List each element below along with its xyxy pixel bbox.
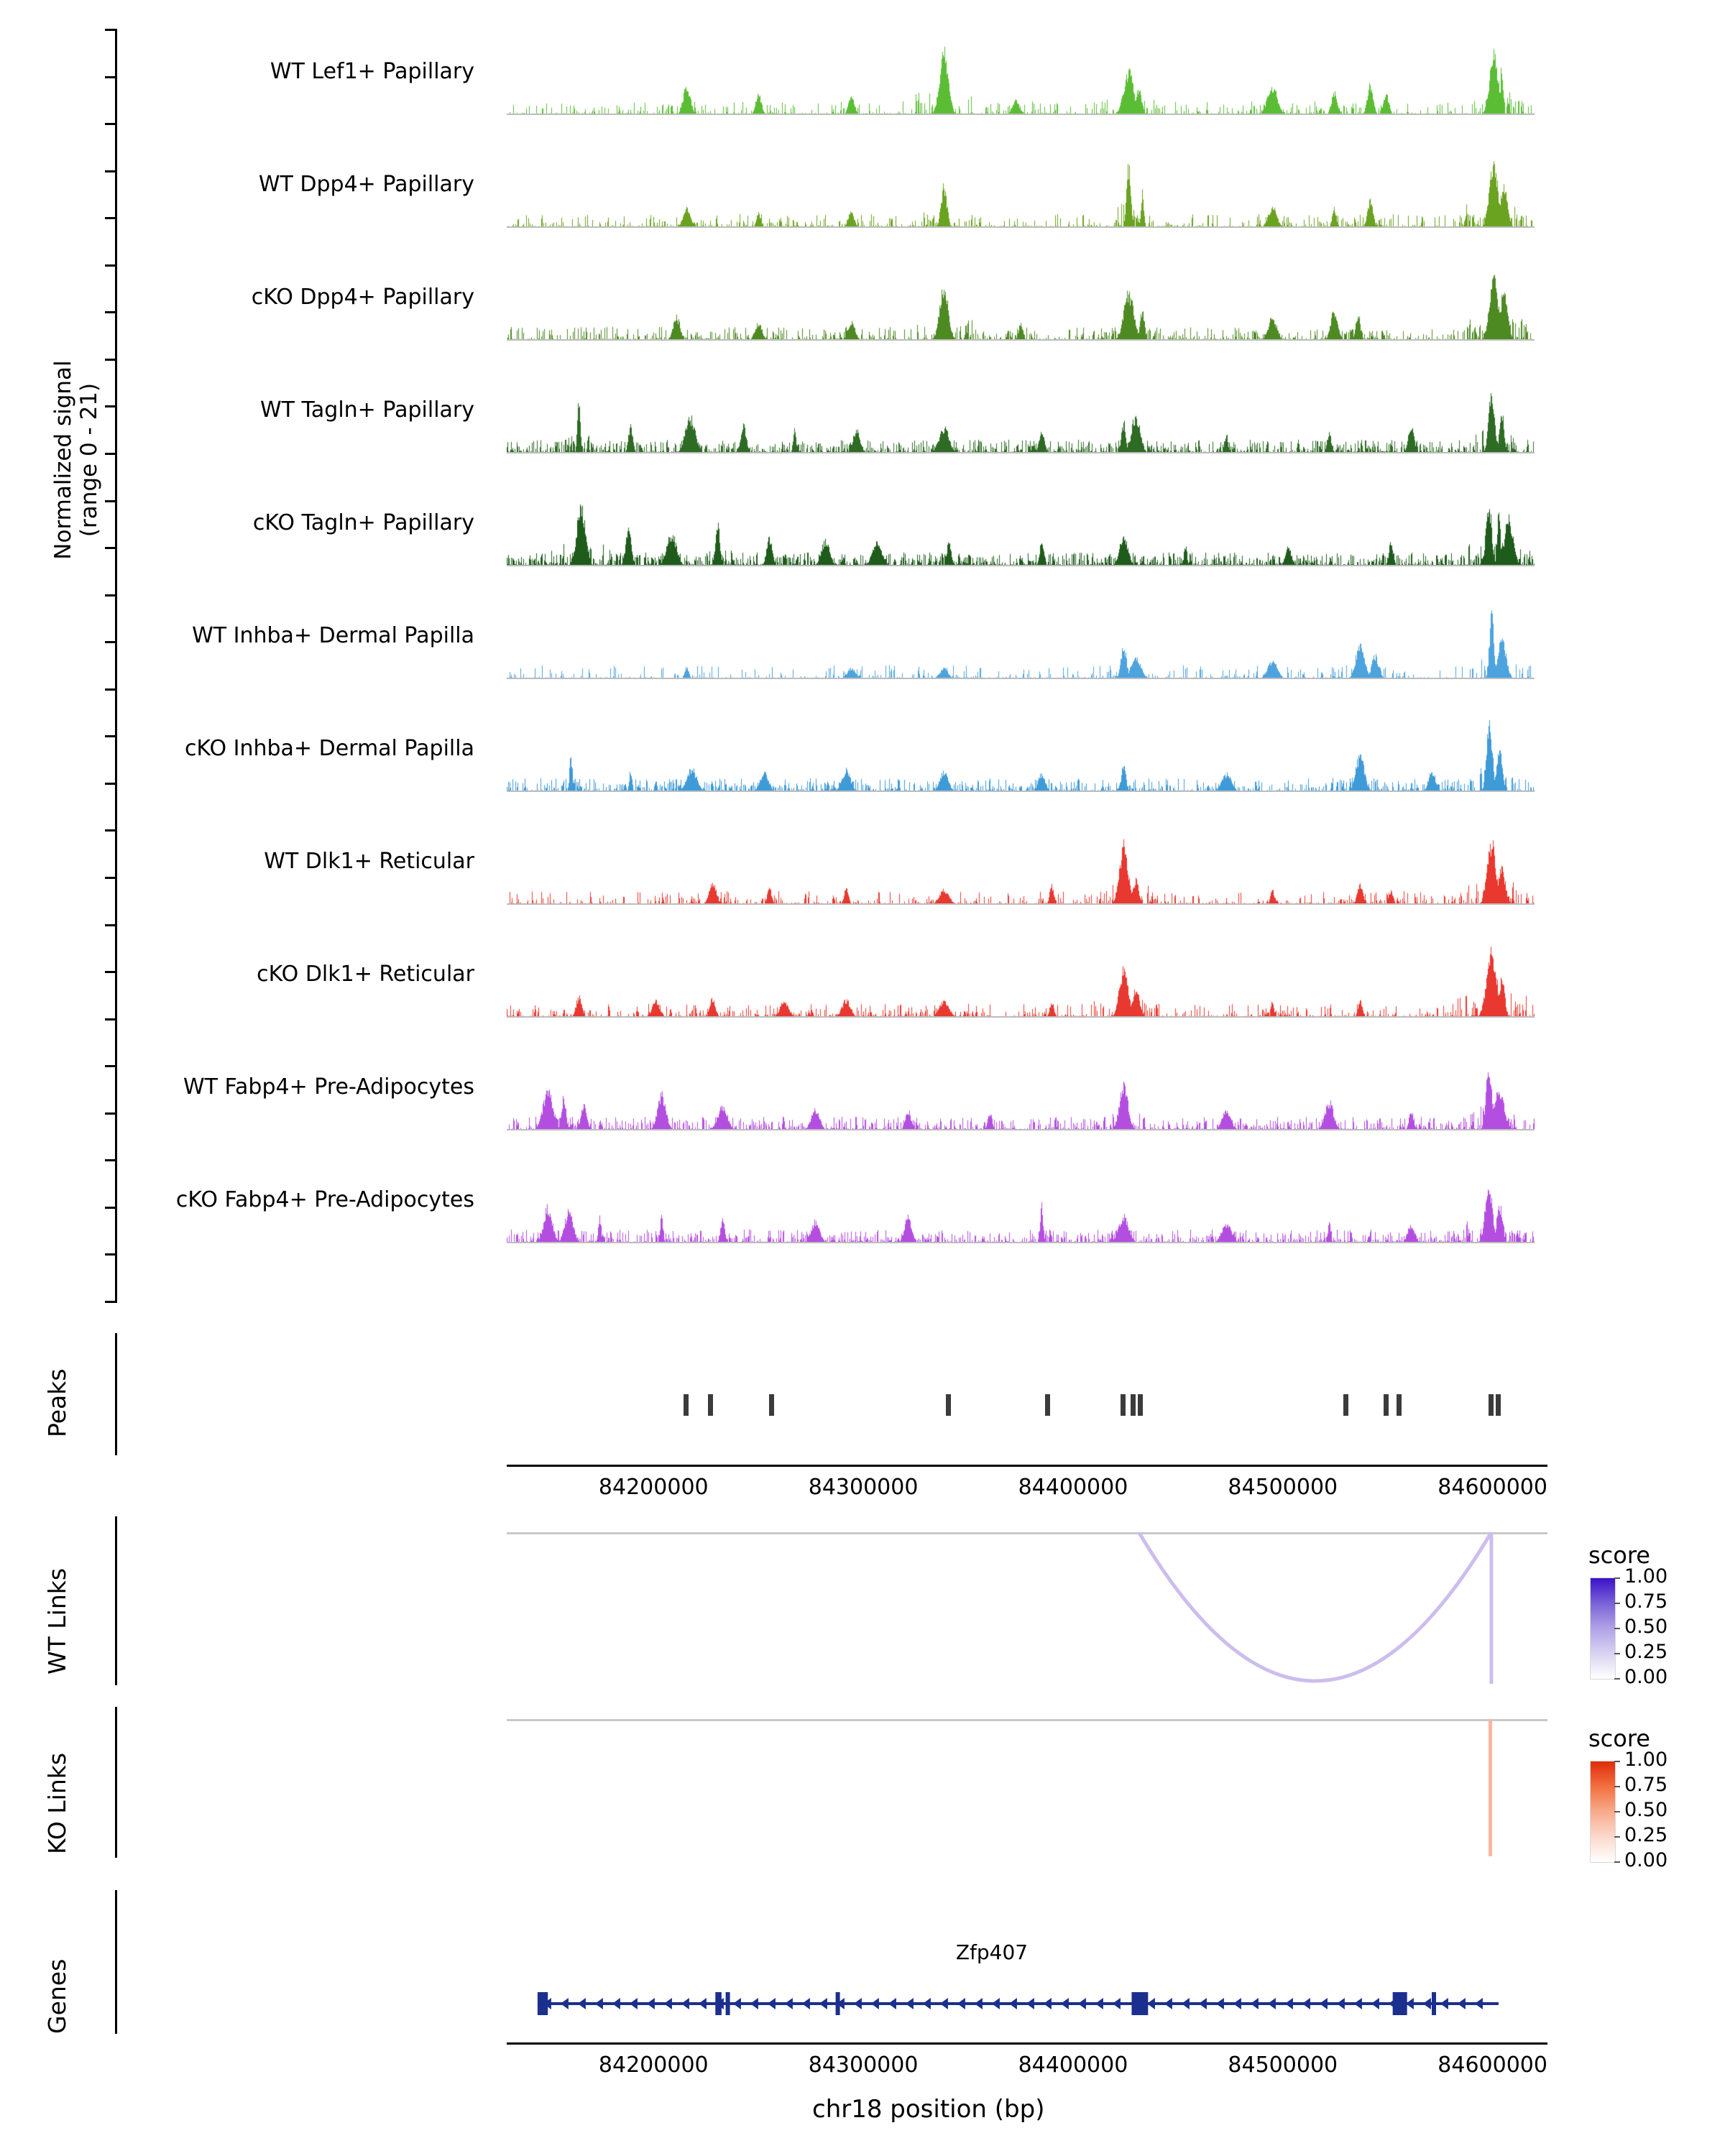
link-arc [1138, 1532, 1491, 1681]
gene-exon [836, 1992, 840, 2015]
peak-mark [1131, 1394, 1136, 1416]
gene-exon [726, 1992, 730, 2015]
x-axis-tick-label: 84400000 [1018, 2053, 1128, 2078]
track-label: cKO Tagln+ Papillary [252, 510, 474, 535]
gene-strand-arrow [1113, 1998, 1121, 2009]
gene-strand-arrow [1423, 1998, 1431, 2009]
peak-mark [946, 1394, 951, 1416]
panel-label-ko-links: KO Links [43, 1752, 71, 1854]
x-axis-title: chr18 position (bp) [812, 2095, 1045, 2124]
track-label: WT Inhba+ Dermal Papilla [192, 623, 474, 648]
track-label: cKO Dpp4+ Papillary [251, 285, 474, 310]
gene-strand-arrow [1078, 1998, 1086, 2009]
legend-label: 0.75 [1624, 1590, 1668, 1613]
track-label: WT Lef1+ Papillary [270, 59, 474, 84]
gene-strand-arrow [1302, 1998, 1310, 2009]
gene-strand-arrow [1147, 1998, 1155, 2009]
ko-links-arcs [507, 1719, 1547, 1859]
wt-links-arcs [507, 1532, 1547, 1687]
wt-legend-title: score [1588, 1542, 1650, 1569]
gene-strand-arrow [975, 1998, 983, 2009]
track-plot [507, 494, 1535, 566]
legend-label: 0.00 [1624, 1849, 1668, 1871]
x-axis-line-bottom [507, 2042, 1547, 2045]
peak-mark [684, 1394, 689, 1416]
track-plot [507, 43, 1535, 115]
ko-links-axis-spine [115, 1707, 117, 1858]
track-label: WT Tagln+ Papillary [260, 397, 474, 423]
ko-legend-title: score [1588, 1725, 1650, 1752]
gene-strand-arrow [699, 1998, 707, 2009]
legend-label: 0.50 [1624, 1799, 1668, 1821]
track-label: WT Dpp4+ Papillary [258, 172, 474, 197]
gene-strand-arrow [733, 1998, 741, 2009]
x-axis-tick-label: 84400000 [1018, 1475, 1128, 1500]
peak-mark [1343, 1394, 1348, 1416]
track-baseline [507, 903, 1535, 905]
track-label: WT Fabp4+ Pre-Adipocytes [183, 1074, 474, 1100]
x-axis-tick-label: 84600000 [1438, 1475, 1547, 1500]
track-plot [507, 946, 1535, 1018]
gene-strand-arrow [1061, 1998, 1069, 2009]
gene-strand-arrow [630, 1998, 638, 2009]
gene-strand-arrow [1354, 1998, 1362, 2009]
gene-strand-arrow [1095, 1998, 1103, 2009]
gene-strand-arrow [681, 1998, 689, 2009]
genes-axis-spine [115, 1890, 117, 2034]
gene-strand-arrow [888, 1998, 896, 2009]
gene-strand-arrow [854, 1998, 862, 2009]
gene-label-zfp407: Zfp407 [955, 1940, 1029, 1964]
peak-mark [1489, 1394, 1494, 1416]
track-plot [507, 156, 1535, 228]
gene-strand-arrow [612, 1998, 620, 2009]
wt-links-axis-spine [115, 1516, 117, 1685]
track-plot [507, 1059, 1535, 1130]
panel-label-peaks: Peaks [43, 1368, 71, 1437]
gene-strand-arrow [1251, 1998, 1259, 2009]
gene-strand-arrow [1268, 1998, 1276, 2009]
gene-exon [1393, 1992, 1407, 2015]
gene-strand-arrow [595, 1998, 603, 2009]
panel-label-genes: Genes [43, 1958, 71, 2034]
gene-strand-arrow [561, 1998, 569, 2009]
track-plot [507, 720, 1535, 792]
legend-label: 0.00 [1624, 1666, 1668, 1688]
gene-strand-arrow [1285, 1998, 1293, 2009]
peak-mark [769, 1394, 774, 1416]
y-axis-label-line2: (range 0 - 21) [76, 382, 102, 538]
x-axis-tick-label: 84500000 [1228, 1475, 1338, 1500]
x-axis-tick-label: 84200000 [598, 2053, 709, 2078]
legend-tick [1614, 1577, 1620, 1579]
gene-strand-arrow [923, 1998, 931, 2009]
legend-tick [1614, 1836, 1620, 1838]
gene-strand-arrow [1026, 1998, 1034, 2009]
track-label: cKO Inhba+ Dermal Papilla [184, 736, 474, 761]
peaks-axis-spine [115, 1333, 117, 1455]
peak-mark [1384, 1394, 1389, 1416]
track-baseline [507, 1129, 1535, 1130]
legend-label: 0.75 [1624, 1774, 1668, 1796]
track-baseline [507, 226, 1535, 228]
track-baseline [507, 1242, 1535, 1243]
gene-strand-arrow [1440, 1998, 1448, 2009]
gene-strand-arrow [1009, 1998, 1017, 2009]
gene-exon [715, 1992, 722, 2015]
panel-label-wt-links: WT Links [43, 1567, 71, 1674]
legend-tick [1614, 1786, 1620, 1787]
x-axis-line-top [507, 1465, 1547, 1467]
gene-strand-arrow [768, 1998, 776, 2009]
gene-strand-arrow [1320, 1998, 1328, 2009]
track-baseline [507, 452, 1535, 453]
gene-strand-arrow [940, 1998, 948, 2009]
wt-legend-colorbar [1590, 1577, 1616, 1680]
gene-strand-arrow [819, 1998, 827, 2009]
y-axis-label-line1: Normalized signal [50, 360, 76, 560]
track-baseline [507, 1016, 1535, 1018]
ko-legend-colorbar [1590, 1761, 1616, 1863]
track-label: WT Dlk1+ Reticular [264, 849, 474, 874]
legend-tick [1614, 1628, 1620, 1629]
track-baseline [507, 114, 1535, 115]
track-baseline [507, 791, 1535, 792]
legend-tick [1614, 1603, 1620, 1604]
gene-strand-arrow [1475, 1998, 1483, 2009]
legend-label: 1.00 [1624, 1749, 1668, 1771]
legend-label: 1.00 [1624, 1565, 1668, 1588]
track-plot [507, 382, 1535, 453]
legend-tick [1614, 1653, 1620, 1654]
peak-mark [1397, 1394, 1402, 1416]
legend-tick [1614, 1861, 1620, 1863]
track-label: cKO Fabp4+ Pre-Adipocytes [175, 1187, 474, 1212]
legend-label: 0.50 [1624, 1616, 1668, 1638]
gene-strand-arrow [785, 1998, 793, 2009]
gene-strand-arrow [1044, 1998, 1052, 2009]
gene-strand-arrow [1371, 1998, 1379, 2009]
peak-mark [1045, 1394, 1050, 1416]
gene-strand-arrow [1458, 1998, 1466, 2009]
gene-strand-arrow [1182, 1998, 1190, 2009]
track-plot [507, 1171, 1535, 1243]
gene-strand-arrow [992, 1998, 1000, 2009]
gene-strand-arrow [906, 1998, 914, 2009]
x-axis-tick-label: 84300000 [808, 2053, 919, 2078]
gene-strand-arrow [578, 1998, 586, 2009]
x-axis-tick-label: 84300000 [808, 1475, 919, 1500]
track-plot [507, 269, 1535, 341]
legend-label: 0.25 [1624, 1641, 1668, 1663]
legend-label: 0.25 [1624, 1824, 1668, 1846]
gene-strand-arrow [750, 1998, 758, 2009]
track-baseline [507, 678, 1535, 679]
track-baseline [507, 339, 1535, 341]
peaks-track [507, 1394, 1535, 1416]
x-axis-tick-label: 84600000 [1438, 2053, 1547, 2078]
x-axis-tick-label: 84200000 [598, 1475, 709, 1500]
gene-strand-arrow [1164, 1998, 1172, 2009]
gene-strand-arrow [802, 1998, 810, 2009]
gene-strand-arrow [1337, 1998, 1345, 2009]
x-axis-tick-label: 84500000 [1228, 2053, 1338, 2078]
gene-strand-arrow [1199, 1998, 1207, 2009]
legend-tick [1614, 1678, 1620, 1680]
track-plot [507, 607, 1535, 679]
peak-mark [1121, 1394, 1126, 1416]
gene-strand-arrow [1233, 1998, 1241, 2009]
gene-exon [538, 1992, 548, 2015]
peak-mark [708, 1394, 713, 1416]
gene-strand-arrow [871, 1998, 879, 2009]
legend-tick [1614, 1761, 1620, 1762]
legend-tick [1614, 1811, 1620, 1812]
gene-strand-arrow [664, 1998, 672, 2009]
gene-exon [1432, 1992, 1436, 2015]
track-baseline [507, 565, 1535, 566]
gene-model [507, 1984, 1547, 2034]
track-label: cKO Dlk1+ Reticular [257, 962, 474, 987]
gene-strand-arrow [647, 1998, 655, 2009]
peak-mark [1496, 1394, 1501, 1416]
track-plot [507, 833, 1535, 905]
gene-exon [1131, 1992, 1148, 2015]
gene-strand-arrow [957, 1998, 965, 2009]
gene-strand-arrow [1216, 1998, 1224, 2009]
peak-mark [1138, 1394, 1143, 1416]
